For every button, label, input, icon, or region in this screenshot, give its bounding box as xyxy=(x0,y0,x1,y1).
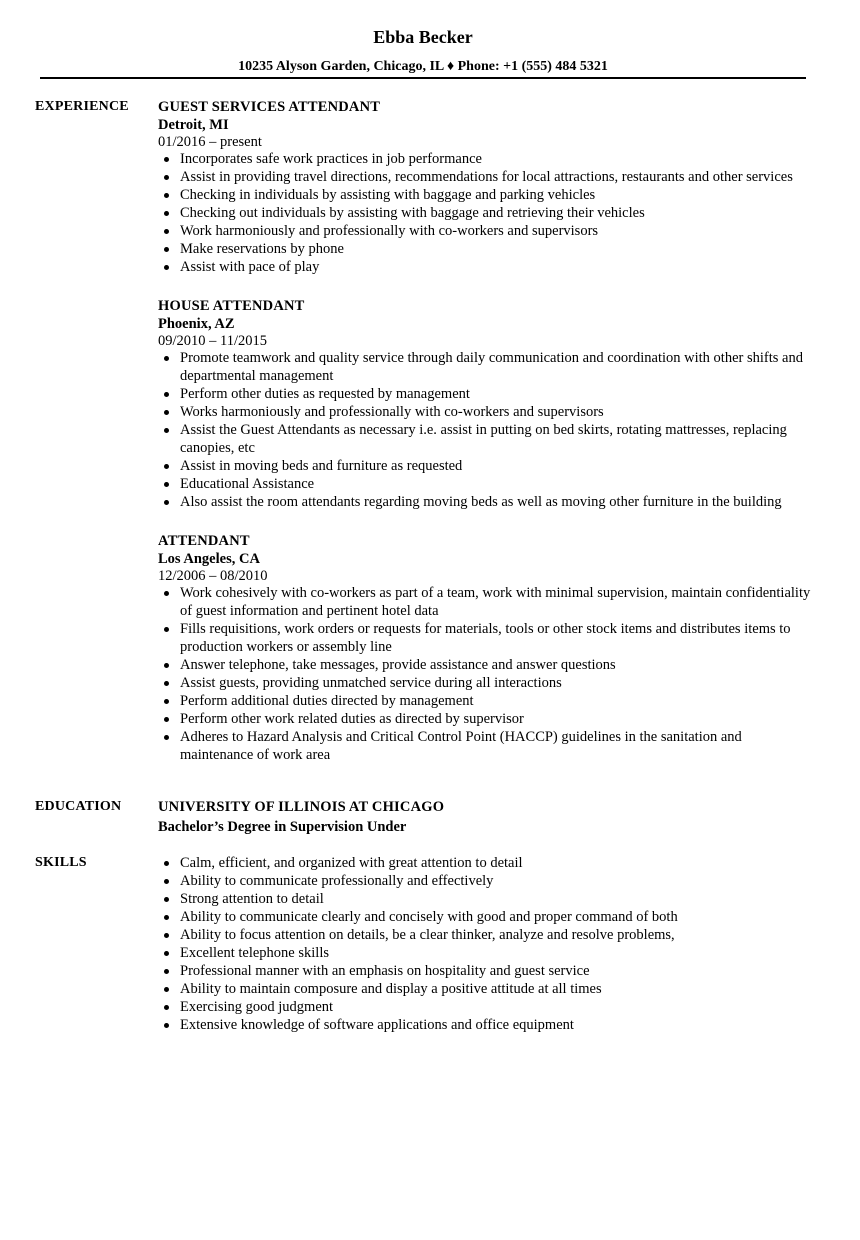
bullet-text: Works harmoniously and professionally with co-workers and supervisors xyxy=(180,404,604,420)
bullet-dot-icon xyxy=(164,933,169,938)
degree-name: Bachelor’s Degree in Supervision Under xyxy=(158,819,407,835)
bullet-text: Extensive knowledge of software applications and office equipment xyxy=(180,1017,574,1033)
bullet-dot-icon xyxy=(164,392,169,397)
bullet-item xyxy=(158,204,818,222)
bullet-dot-icon xyxy=(164,969,169,974)
bullet-item xyxy=(158,457,818,475)
bullet-item xyxy=(158,854,818,872)
bullet-text: Ability to communicate professionally and effectively xyxy=(180,873,494,889)
bullet-text: Assist in moving beds and furniture as requested xyxy=(180,458,463,474)
skills-heading: SKILLS xyxy=(35,855,87,870)
bullet-dot-icon xyxy=(164,861,169,866)
bullet-text: Incorporates safe work practices in job performance xyxy=(180,151,482,167)
bullet-item xyxy=(158,890,818,908)
education-entry xyxy=(158,798,818,838)
job-location: Detroit, MI xyxy=(158,117,229,133)
bullet-text: Ability to focus attention on details, be a clear thinker, analyze and resolve problems, xyxy=(180,927,675,943)
bullet-dot-icon xyxy=(164,410,169,415)
bullet-text: Ability to maintain composure and display a positive attitude at all times xyxy=(180,981,602,997)
bullet-item xyxy=(158,475,818,493)
bullet-item xyxy=(158,186,818,204)
bullet-dot-icon xyxy=(164,681,169,686)
bullet-text: Perform other work related duties as directed by supervisor xyxy=(180,711,524,727)
job-entry xyxy=(158,532,818,764)
bullet-dot-icon xyxy=(164,482,169,487)
bullet-text: Perform other duties as requested by management xyxy=(180,386,470,402)
bullet-text: Exercising good judgment xyxy=(180,999,334,1015)
job-duties-list xyxy=(158,150,818,276)
skills-entry xyxy=(158,854,818,1034)
bullet-text: Answer telephone, take messages, provide assistance and answer questions xyxy=(180,657,616,673)
bullet-dot-icon xyxy=(164,699,169,704)
experience-heading: EXPERIENCE xyxy=(35,99,129,114)
bullet-dot-icon xyxy=(164,717,169,722)
bullet-dot-icon xyxy=(164,157,169,162)
job-entry xyxy=(158,297,818,511)
bullet-text: Work cohesively with co-workers as part of a team, work with minimal supervision, maintain confidentiality of guest information and pertinent hotel data xyxy=(180,585,811,619)
bullet-text: Strong attention to detail xyxy=(180,891,324,907)
bullet-text: Also assist the room attendants regarding moving beds as well as moving other furniture in the building xyxy=(180,494,782,510)
job-duties-list xyxy=(158,584,818,764)
bullet-dot-icon xyxy=(164,428,169,433)
bullet-text: Ability to communicate clearly and concisely with good and proper command of both xyxy=(180,909,678,925)
school-name: UNIVERSITY OF ILLINOIS AT CHICAGO xyxy=(158,799,445,815)
job-entry xyxy=(158,98,818,276)
bullet-item xyxy=(158,240,818,258)
bullet-dot-icon xyxy=(164,735,169,740)
bullet-dot-icon xyxy=(164,247,169,252)
bullet-item xyxy=(158,258,818,276)
bullet-item xyxy=(158,908,818,926)
bullet-dot-icon xyxy=(164,987,169,992)
bullet-item xyxy=(158,962,818,980)
bullet-item xyxy=(158,980,818,998)
bullet-dot-icon xyxy=(164,627,169,632)
bullet-item xyxy=(158,168,818,186)
education-heading: EDUCATION xyxy=(35,799,122,814)
header-divider xyxy=(40,77,806,79)
bullet-text: Make reservations by phone xyxy=(180,241,344,257)
bullet-item xyxy=(158,1016,818,1034)
bullet-dot-icon xyxy=(164,464,169,469)
bullet-dot-icon xyxy=(164,500,169,505)
job-dates: 12/2006 – 08/2010 xyxy=(158,568,268,584)
job-title: ATTENDANT xyxy=(158,533,250,549)
bullet-text: Calm, efficient, and organized with great attention to detail xyxy=(180,855,523,871)
job-duties-list xyxy=(158,349,818,511)
bullet-dot-icon xyxy=(164,1005,169,1010)
bullet-item xyxy=(158,403,818,421)
bullet-dot-icon xyxy=(164,229,169,234)
bullet-dot-icon xyxy=(164,265,169,270)
job-location: Phoenix, AZ xyxy=(158,316,235,332)
skills-list xyxy=(158,854,818,1034)
bullet-item xyxy=(158,944,818,962)
contact-line: 10235 Alyson Garden, Chicago, IL ♦ Phone: +1 (555) 484 5321 xyxy=(238,59,608,74)
job-dates: 09/2010 – 11/2015 xyxy=(158,333,268,349)
bullet-dot-icon xyxy=(164,175,169,180)
job-dates: 01/2016 – present xyxy=(158,134,262,150)
bullet-dot-icon xyxy=(164,663,169,668)
bullet-item xyxy=(158,656,818,674)
job-title: GUEST SERVICES ATTENDANT xyxy=(158,99,381,115)
bullet-item xyxy=(158,872,818,890)
job-location: Los Angeles, CA xyxy=(158,551,260,567)
bullet-item xyxy=(158,421,818,457)
bullet-text: Educational Assistance xyxy=(180,476,315,492)
bullet-item xyxy=(158,620,818,656)
job-title: HOUSE ATTENDANT xyxy=(158,298,305,314)
bullet-item xyxy=(158,710,818,728)
bullet-text: Adheres to Hazard Analysis and Critical Control Point (HACCP) guidelines in the sanitation and maintenance of work area xyxy=(180,729,742,763)
bullet-dot-icon xyxy=(164,193,169,198)
bullet-dot-icon xyxy=(164,356,169,361)
bullet-item xyxy=(158,998,818,1016)
bullet-text: Excellent telephone skills xyxy=(180,945,329,961)
bullet-item xyxy=(158,150,818,168)
bullet-text: Promote teamwork and quality service through daily communication and coordination with other shifts and departmental management xyxy=(180,350,803,384)
bullet-text: Checking in individuals by assisting with baggage and parking vehicles xyxy=(180,187,596,203)
bullet-text: Checking out individuals by assisting with baggage and retrieving their vehicles xyxy=(180,205,645,221)
bullet-item xyxy=(158,584,818,620)
bullet-text: Assist in providing travel directions, recommendations for local attractions, restaurants and other services xyxy=(180,169,793,185)
bullet-dot-icon xyxy=(164,897,169,902)
bullet-item xyxy=(158,349,818,385)
bullet-text: Assist with pace of play xyxy=(180,259,320,275)
bullet-item xyxy=(158,222,818,240)
bullet-item xyxy=(158,926,818,944)
bullet-text: Work harmoniously and professionally with co-workers and supervisors xyxy=(180,223,599,239)
candidate-name: Ebba Becker xyxy=(373,27,473,47)
bullet-item xyxy=(158,674,818,692)
bullet-text: Professional manner with an emphasis on hospitality and guest service xyxy=(180,963,590,979)
bullet-item xyxy=(158,692,818,710)
bullet-item xyxy=(158,385,818,403)
bullet-dot-icon xyxy=(164,211,169,216)
bullet-dot-icon xyxy=(164,951,169,956)
bullet-item xyxy=(158,493,818,511)
bullet-item xyxy=(158,728,818,764)
bullet-dot-icon xyxy=(164,591,169,596)
experience-list xyxy=(158,98,818,785)
bullet-text: Perform additional duties directed by management xyxy=(180,693,474,709)
bullet-text: Fills requisitions, work orders or requests for materials, tools or other stock items and distributes items to production workers or assembly line xyxy=(180,621,791,655)
bullet-text: Assist guests, providing unmatched service during all interactions xyxy=(180,675,562,691)
bullet-text: Assist the Guest Attendants as necessary i.e. assist in putting on bed skirts, rotating mattresses, replacing canopies, etc xyxy=(180,422,787,456)
bullet-dot-icon xyxy=(164,1023,169,1028)
bullet-dot-icon xyxy=(164,915,169,920)
bullet-dot-icon xyxy=(164,879,169,884)
